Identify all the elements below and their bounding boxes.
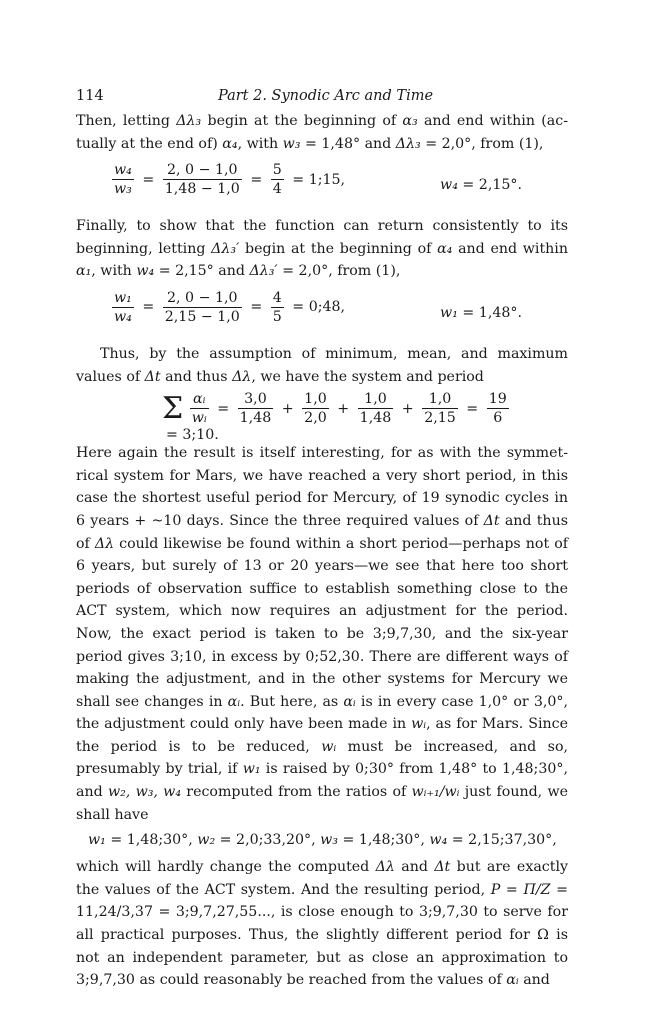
equation-3: Σ $\frac{\text{αᵢ}}{\text{wᵢ}}$ = $\frac{3,0}{1,48}$ + $\frac{1,0}{2,0}$ + $\frac{1,0}{1,48}$ + $\frac{1,0}{2,15}$ = $\frac{19}{6}$ = 3;10. xyxy=(162,391,507,444)
running-title: Part 2. Synodic Arc and Time xyxy=(218,88,434,104)
page-header xyxy=(76,88,568,110)
paragraph-3: Thus, by the assumption of minimum, mean, and maximum values of Δt and thus Δλ, we have the system and period xyxy=(76,345,568,385)
equation-1: $\frac{\text{w₄}}{\text{w₃}}$ = $\frac{2, 0 - 1,0}{1,48 - 1,0}$ = $\frac{5}{4}$ = 1;15, w₄ = 2,15°. xyxy=(114,162,522,198)
paragraph-2: Finally, to show that the function can return consistently to its beginning, letting Δλ₃′ begin at the beginning of α₄ and end within α₁, with w₄ = 2,15° and Δλ₃′ = 2,0°, from (1), xyxy=(76,218,568,280)
paragraph-4: Here again the result is itself interesting, for as with the symmet-rical system for Mars, we have reached a very short period, in this case the shortest useful period for Mercury, of 19 synodic cycles in 6 years + ~10 days. Since the three required values of Δt and thus of Δλ could likewise be found within a short period—perhaps not of 6 years, but surely of 13 or 20 years—we see that here too short periods of observation suffice to establish something close to the ACT system, which now requires an adjustment for the period. Now, the exact period is taken to be 3;9,7,30, and the six-year period gives 3;10, in excess by 0;52,30. There are different ways of making the adjustment, and in the other systems for Mercury we shall see changes in αᵢ. But here, as αᵢ is in every case 1,0° or 3,0°, the adjustment could only have been made in wᵢ, as for Mars. Since the period is to be reduced, wᵢ must be increased, and so, presumably by trial, if w₁ is raised by 0;30° from 1,48° to 1,48;30°, and w₂, w₃, w₄ recomputed from the ratios of wᵢ₊₁/wᵢ just found, we shall have xyxy=(76,445,568,823)
paragraph-1: Then, letting Δλ₃ begin at the beginning of α₃ and end within (ac-tually at the end of) α₄, with w₃ = 1,48° and Δλ₃ = 2,0°, from (1), xyxy=(76,113,568,152)
page-body xyxy=(76,88,568,992)
equation-4: w₁ = 1,48;30°, w₂ = 2,0;33,20°, w₃ = 1,48;30°, w₄ = 2,15;37,30°, xyxy=(88,832,557,849)
page-number: 114 xyxy=(76,88,104,104)
sigma-symbol: Σ xyxy=(162,391,184,427)
equation-2: $\frac{\text{w₁}}{\text{w₄}}$ = $\frac{2, 0 - 1,0}{2,15 - 1,0}$ = $\frac{4}{5}$ = 0;48, w₁ = 1,48°. xyxy=(114,289,522,325)
paragraph-5: which will hardly change the computed Δλ and Δt but are exactly the values of the ACT system. And the resulting period, P = Π/Z = 11,24/3,37 = 3;9,7,27,55..., is close enough to 3;9,7,30 to serve for all practical purposes. Thus, the slightly different period for Ω is not an independent parameter, but as close an approximation to 3;9,7,30 as could reasonably be reached from the values of αᵢ and xyxy=(76,859,568,989)
